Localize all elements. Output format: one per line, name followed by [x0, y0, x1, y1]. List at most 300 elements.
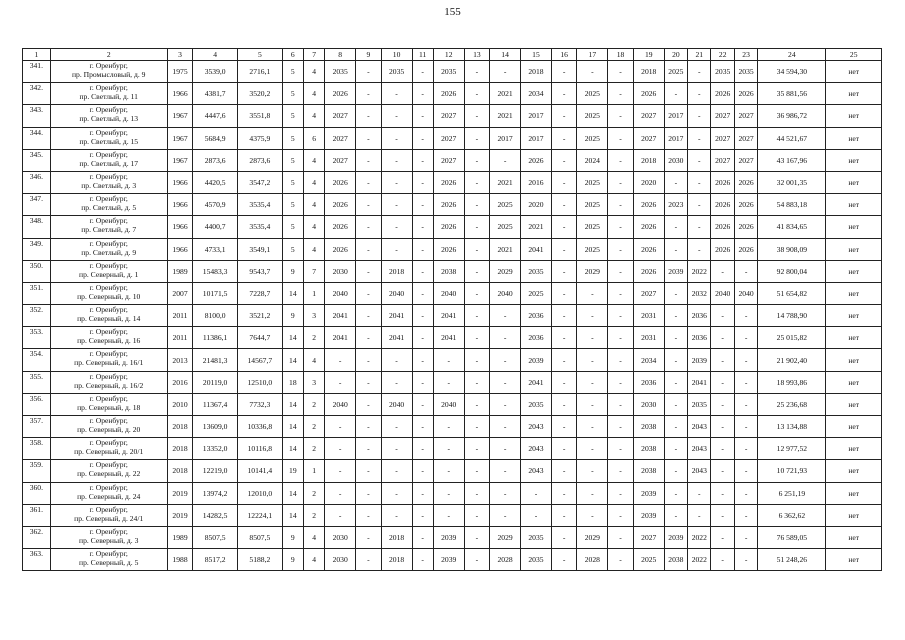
- table-cell: 3521,2: [237, 305, 282, 327]
- table-cell: 9: [282, 526, 303, 548]
- table-cell: -: [577, 61, 608, 83]
- table-cell: -: [608, 260, 634, 282]
- address-street: пр. Светлый, д. 3: [81, 180, 137, 190]
- table-row: [23, 526, 882, 548]
- address-street: пр. Светлый, д. 17: [79, 158, 139, 168]
- table-cell: -: [577, 327, 608, 349]
- row-number: 354.: [23, 349, 51, 371]
- table-cell: 4570,9: [193, 194, 238, 216]
- table-cell: 3: [303, 371, 324, 393]
- table-cell: -: [356, 305, 382, 327]
- table-cell: -: [688, 83, 711, 105]
- address-street: пр. Светлый, д. 7: [81, 225, 137, 235]
- table-row: [23, 83, 882, 105]
- table-cell: 2035: [521, 526, 552, 548]
- table-cell: 2026: [633, 83, 664, 105]
- column-header: 12: [433, 49, 464, 61]
- table-cell: 1: [303, 460, 324, 482]
- table-cell: 2026: [433, 171, 464, 193]
- table-cell: 2043: [688, 416, 711, 438]
- table-cell: 2026: [711, 194, 734, 216]
- table-cell: 2027: [734, 127, 757, 149]
- table-cell: 2025: [577, 238, 608, 260]
- table-cell: 4: [303, 238, 324, 260]
- table-cell: 12510,0: [237, 371, 282, 393]
- table-cell: 2036: [633, 371, 664, 393]
- table-cell: 2029: [577, 526, 608, 548]
- column-header: 23: [734, 49, 757, 61]
- table-cell: -: [711, 371, 734, 393]
- data-table: [22, 48, 882, 571]
- row-number: 358.: [23, 438, 51, 460]
- table-row: [23, 238, 882, 260]
- table-cell: 10171,5: [193, 282, 238, 304]
- table-row: [23, 416, 882, 438]
- table-cell: 2026: [325, 194, 356, 216]
- table-cell: -: [356, 282, 382, 304]
- table-cell: -: [608, 127, 634, 149]
- table-cell: -: [711, 393, 734, 415]
- table-cell: 2026: [711, 216, 734, 238]
- table-cell: 36 986,72: [758, 105, 826, 127]
- table-cell: 13609,0: [193, 416, 238, 438]
- address-cell: [50, 194, 167, 216]
- table-cell: 3535,4: [237, 194, 282, 216]
- table-cell: нет: [826, 549, 882, 571]
- table-row: [23, 216, 882, 238]
- table-cell: -: [551, 149, 577, 171]
- address-street: пр. Северный, д. 16/1: [74, 358, 144, 368]
- table-cell: -: [734, 393, 757, 415]
- table-cell: 2035: [521, 260, 552, 282]
- table-cell: 14: [282, 393, 303, 415]
- table-cell: 12219,0: [193, 460, 238, 482]
- table-cell: -: [664, 238, 687, 260]
- address-city: г. Оренбург,: [89, 349, 128, 359]
- address-cell: [50, 526, 167, 548]
- table-cell: 2040: [433, 393, 464, 415]
- table-cell: 2034: [521, 83, 552, 105]
- table-cell: нет: [826, 504, 882, 526]
- table-cell: 76 589,05: [758, 526, 826, 548]
- table-cell: 92 800,04: [758, 260, 826, 282]
- table-cell: -: [551, 393, 577, 415]
- row-number: 362.: [23, 526, 51, 548]
- table-cell: -: [412, 282, 433, 304]
- address-street: пр. Северный, д. 3: [79, 535, 139, 545]
- table-row: [23, 393, 882, 415]
- table-cell: -: [356, 127, 382, 149]
- column-header: 20: [664, 49, 687, 61]
- table-cell: 2027: [433, 149, 464, 171]
- table-cell: -: [551, 105, 577, 127]
- table-row: [23, 194, 882, 216]
- table-cell: 2043: [688, 438, 711, 460]
- address-cell: [50, 504, 167, 526]
- row-number: 356.: [23, 393, 51, 415]
- table-cell: 2039: [633, 504, 664, 526]
- table-cell: -: [412, 526, 433, 548]
- table-cell: 10336,8: [237, 416, 282, 438]
- table-cell: 2025: [521, 282, 552, 304]
- address-cell: [50, 438, 167, 460]
- table-cell: нет: [826, 371, 882, 393]
- address-city: г. Оренбург,: [89, 460, 128, 470]
- table-cell: -: [464, 83, 490, 105]
- table-cell: 2026: [433, 238, 464, 260]
- table-cell: -: [664, 371, 687, 393]
- table-cell: -: [433, 460, 464, 482]
- table-cell: -: [608, 349, 634, 371]
- table-cell: 2018: [521, 61, 552, 83]
- address-cell: [50, 61, 167, 83]
- table-cell: 5: [282, 149, 303, 171]
- table-cell: -: [711, 327, 734, 349]
- address-city: г. Оренбург,: [89, 83, 128, 93]
- table-cell: 2035: [711, 61, 734, 83]
- table-cell: -: [608, 393, 634, 415]
- row-number: 360.: [23, 482, 51, 504]
- table-cell: -: [464, 393, 490, 415]
- table-cell: 2036: [521, 327, 552, 349]
- table-cell: -: [608, 61, 634, 83]
- table-cell: 2: [303, 327, 324, 349]
- row-number: 357.: [23, 416, 51, 438]
- table-cell: 2038: [633, 438, 664, 460]
- table-cell: -: [490, 460, 521, 482]
- table-cell: 2026: [711, 238, 734, 260]
- table-cell: 2031: [633, 327, 664, 349]
- table-cell: -: [688, 171, 711, 193]
- table-cell: 2040: [734, 282, 757, 304]
- table-cell: 2716,1: [237, 61, 282, 83]
- row-number: 341.: [23, 61, 51, 83]
- row-number: 363.: [23, 549, 51, 571]
- table-cell: -: [381, 216, 412, 238]
- column-header: 25: [826, 49, 882, 61]
- page-number: 155: [444, 6, 461, 18]
- table-cell: -: [381, 349, 412, 371]
- table-cell: -: [381, 438, 412, 460]
- address-cell: [50, 305, 167, 327]
- table-cell: 2026: [633, 216, 664, 238]
- table-cell: -: [412, 194, 433, 216]
- row-number: 345.: [23, 149, 51, 171]
- table-cell: 2035: [521, 393, 552, 415]
- address-cell: [50, 349, 167, 371]
- table-cell: 2039: [664, 260, 687, 282]
- table-cell: нет: [826, 216, 882, 238]
- table-cell: -: [688, 504, 711, 526]
- column-header: 15: [521, 49, 552, 61]
- table-row: [23, 482, 882, 504]
- address-street: пр. Светлый, д. 5: [81, 203, 137, 213]
- table-cell: -: [381, 371, 412, 393]
- table-cell: 3539,0: [193, 61, 238, 83]
- table-cell: 3520,2: [237, 83, 282, 105]
- address-city: г. Оренбург,: [89, 549, 128, 559]
- table-row: [23, 171, 882, 193]
- column-header: 4: [193, 49, 238, 61]
- table-cell: -: [711, 526, 734, 548]
- table-cell: 2013: [167, 349, 193, 371]
- table-cell: 2026: [734, 216, 757, 238]
- row-number: 344.: [23, 127, 51, 149]
- table-cell: 7228,7: [237, 282, 282, 304]
- table-cell: -: [356, 216, 382, 238]
- table-cell: -: [664, 482, 687, 504]
- table-cell: 5: [282, 171, 303, 193]
- table-cell: -: [490, 349, 521, 371]
- table-cell: -: [664, 171, 687, 193]
- table-cell: -: [608, 238, 634, 260]
- column-header: 14: [490, 49, 521, 61]
- table-cell: 3549,1: [237, 238, 282, 260]
- table-cell: 2017: [521, 127, 552, 149]
- table-cell: 2025: [577, 127, 608, 149]
- table-cell: нет: [826, 61, 882, 83]
- table-cell: -: [734, 416, 757, 438]
- address-city: г. Оренбург,: [89, 105, 128, 115]
- table-cell: -: [325, 438, 356, 460]
- table-cell: 2039: [688, 349, 711, 371]
- table-cell: -: [356, 504, 382, 526]
- table-row: [23, 549, 882, 571]
- table-cell: 4: [303, 549, 324, 571]
- table-cell: 2039: [521, 349, 552, 371]
- column-header: 21: [688, 49, 711, 61]
- table-cell: -: [664, 327, 687, 349]
- table-cell: -: [464, 149, 490, 171]
- table-cell: -: [608, 194, 634, 216]
- table-cell: 2011: [167, 327, 193, 349]
- table-cell: 8507,5: [237, 526, 282, 548]
- table-cell: -: [464, 282, 490, 304]
- row-number: 347.: [23, 194, 51, 216]
- table-cell: 9: [282, 549, 303, 571]
- table-cell: 2027: [325, 127, 356, 149]
- table-cell: -: [577, 504, 608, 526]
- table-cell: 10141,4: [237, 460, 282, 482]
- address-street: пр. Светлый, д. 9: [81, 247, 137, 257]
- table-cell: -: [664, 416, 687, 438]
- table-cell: -: [412, 83, 433, 105]
- column-header: 17: [577, 49, 608, 61]
- table-cell: 2043: [521, 416, 552, 438]
- table-cell: 4: [303, 194, 324, 216]
- table-cell: нет: [826, 83, 882, 105]
- table-cell: 2027: [633, 526, 664, 548]
- address-city: г. Оренбург,: [89, 260, 128, 270]
- address-city: г. Оренбург,: [89, 504, 128, 514]
- table-cell: 2022: [688, 526, 711, 548]
- address-cell: [50, 216, 167, 238]
- table-cell: -: [381, 127, 412, 149]
- address-street: пр. Северный, д. 16/2: [74, 380, 144, 390]
- table-cell: 2026: [633, 260, 664, 282]
- table-cell: 1966: [167, 216, 193, 238]
- table-cell: -: [664, 393, 687, 415]
- table-cell: -: [551, 549, 577, 571]
- table-cell: -: [711, 549, 734, 571]
- table-cell: -: [412, 416, 433, 438]
- table-cell: 4381,7: [193, 83, 238, 105]
- table-cell: 5: [282, 127, 303, 149]
- table-cell: -: [551, 238, 577, 260]
- table-cell: -: [734, 549, 757, 571]
- column-header: 18: [608, 49, 634, 61]
- table-cell: 2041: [325, 327, 356, 349]
- table-cell: -: [464, 216, 490, 238]
- table-cell: 34 594,30: [758, 61, 826, 83]
- address-street: пр. Северный, д. 14: [77, 314, 141, 324]
- table-cell: -: [381, 460, 412, 482]
- address-street: пр. Светлый, д. 11: [79, 92, 138, 102]
- table-cell: 2016: [167, 371, 193, 393]
- table-cell: 2035: [325, 61, 356, 83]
- table-row: [23, 327, 882, 349]
- table-cell: нет: [826, 416, 882, 438]
- table-cell: -: [464, 349, 490, 371]
- table-cell: 2026: [325, 216, 356, 238]
- table-cell: 19: [282, 460, 303, 482]
- table-cell: -: [734, 482, 757, 504]
- table-cell: 4: [303, 349, 324, 371]
- table-cell: 35 881,56: [758, 83, 826, 105]
- table-row: [23, 371, 882, 393]
- table-cell: -: [577, 416, 608, 438]
- table-cell: 2040: [325, 393, 356, 415]
- table-cell: нет: [826, 127, 882, 149]
- table-cell: 2025: [490, 194, 521, 216]
- address-city: г. Оренбург,: [89, 438, 128, 448]
- table-cell: 2018: [167, 438, 193, 460]
- table-cell: 2011: [167, 305, 193, 327]
- table-cell: -: [464, 460, 490, 482]
- table-cell: 2043: [521, 460, 552, 482]
- table-cell: 4400,7: [193, 216, 238, 238]
- table-cell: 4375,9: [237, 127, 282, 149]
- table-cell: -: [608, 327, 634, 349]
- table-cell: -: [464, 305, 490, 327]
- table-cell: 5: [282, 238, 303, 260]
- table-cell: 2007: [167, 282, 193, 304]
- table-cell: -: [464, 127, 490, 149]
- table-cell: 7: [303, 260, 324, 282]
- address-cell: [50, 327, 167, 349]
- table-cell: -: [381, 149, 412, 171]
- table-cell: -: [551, 482, 577, 504]
- table-cell: -: [551, 61, 577, 83]
- row-number: 359.: [23, 460, 51, 482]
- table-cell: -: [356, 526, 382, 548]
- table-cell: 1967: [167, 149, 193, 171]
- table-cell: 2017: [664, 105, 687, 127]
- table-cell: нет: [826, 526, 882, 548]
- table-cell: -: [608, 526, 634, 548]
- table-cell: -: [381, 83, 412, 105]
- table-cell: 7644,7: [237, 327, 282, 349]
- table-cell: 2023: [664, 194, 687, 216]
- table-cell: 2041: [325, 305, 356, 327]
- table-cell: 2022: [688, 549, 711, 571]
- table-cell: 1975: [167, 61, 193, 83]
- table-cell: 2027: [433, 127, 464, 149]
- table-cell: 2035: [381, 61, 412, 83]
- table-cell: 2: [303, 504, 324, 526]
- table-cell: -: [490, 305, 521, 327]
- table-cell: 15483,3: [193, 260, 238, 282]
- table-row: [23, 282, 882, 304]
- table-cell: -: [381, 416, 412, 438]
- row-number: 351.: [23, 282, 51, 304]
- table-cell: 2025: [577, 216, 608, 238]
- address-street: пр. Светлый, д. 15: [79, 136, 139, 146]
- table-cell: нет: [826, 460, 882, 482]
- table-cell: 2021: [490, 105, 521, 127]
- table-cell: -: [412, 482, 433, 504]
- table-cell: 1: [303, 282, 324, 304]
- table-cell: 4733,1: [193, 238, 238, 260]
- table-cell: 2021: [490, 238, 521, 260]
- table-cell: 2025: [577, 194, 608, 216]
- table-cell: -: [381, 504, 412, 526]
- table-cell: 2021: [521, 216, 552, 238]
- table-cell: -: [412, 460, 433, 482]
- table-cell: 9543,7: [237, 260, 282, 282]
- table-cell: 6 362,62: [758, 504, 826, 526]
- table-cell: 4: [303, 149, 324, 171]
- column-header: 10: [381, 49, 412, 61]
- address-city: г. Оренбург,: [89, 393, 128, 403]
- table-cell: -: [734, 371, 757, 393]
- table-cell: -: [577, 371, 608, 393]
- table-cell: 8100,0: [193, 305, 238, 327]
- table-cell: нет: [826, 171, 882, 193]
- table-cell: -: [577, 282, 608, 304]
- table-cell: -: [664, 282, 687, 304]
- table-cell: 2026: [325, 83, 356, 105]
- table-cell: -: [356, 482, 382, 504]
- table-cell: -: [412, 393, 433, 415]
- table-cell: -: [464, 549, 490, 571]
- table-cell: нет: [826, 260, 882, 282]
- table-cell: 2036: [521, 305, 552, 327]
- table-cell: 2029: [577, 260, 608, 282]
- table-cell: 1989: [167, 526, 193, 548]
- address-cell: [50, 238, 167, 260]
- table-cell: 2025: [633, 549, 664, 571]
- table-cell: 14 788,90: [758, 305, 826, 327]
- table-cell: -: [711, 460, 734, 482]
- table-cell: 2020: [633, 171, 664, 193]
- table-cell: 5684,9: [193, 127, 238, 149]
- table-cell: 4: [303, 83, 324, 105]
- table-cell: -: [412, 171, 433, 193]
- table-cell: 2022: [688, 260, 711, 282]
- address-city: г. Оренбург,: [89, 194, 128, 204]
- table-cell: -: [734, 460, 757, 482]
- table-cell: 2019: [167, 482, 193, 504]
- table-cell: 2025: [577, 171, 608, 193]
- table-cell: -: [734, 327, 757, 349]
- column-header: 24: [758, 49, 826, 61]
- table-cell: -: [490, 416, 521, 438]
- table-cell: 2021: [490, 171, 521, 193]
- table-cell: 4: [303, 216, 324, 238]
- table-cell: 2030: [633, 393, 664, 415]
- table-cell: -: [734, 438, 757, 460]
